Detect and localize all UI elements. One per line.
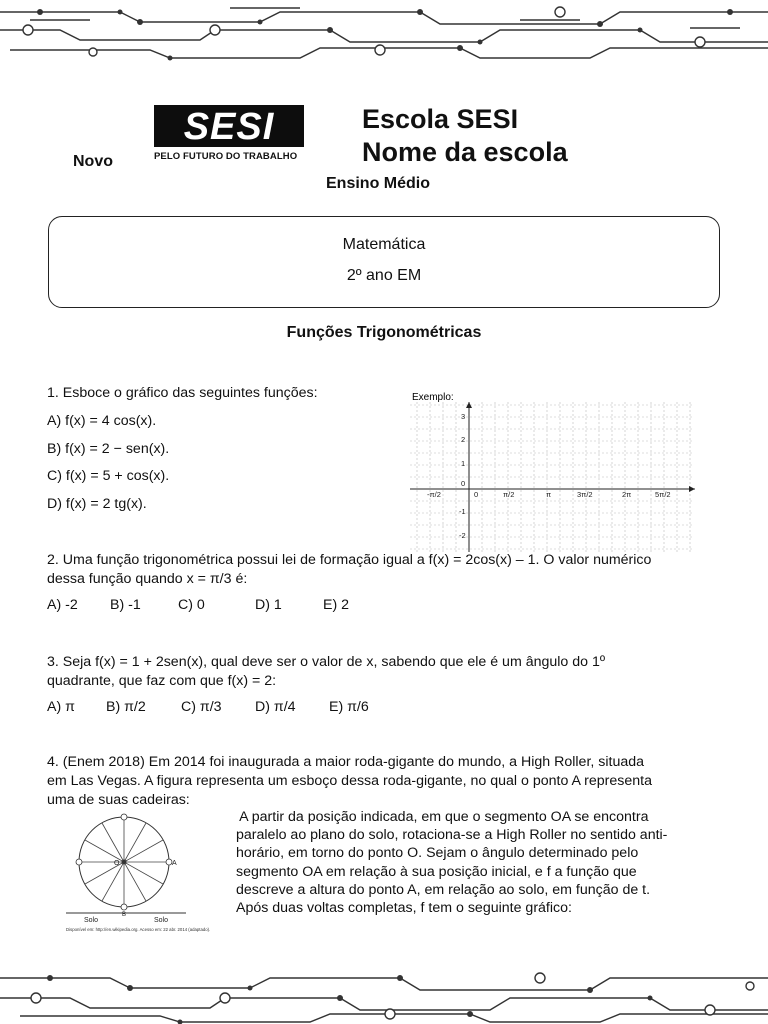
example-graph	[405, 392, 697, 552]
subject-label: Matemática	[342, 236, 426, 253]
q4-para-line: descreve a altura do ponto A, em relação ao solo, em função de t.	[236, 881, 651, 898]
q2-line1: 2. Uma função trigonométrica possui lei de formação igual a f(x) = 2cos(x) – 1. O valor numérico	[47, 552, 652, 568]
school-name-line2: Nome da escola	[362, 137, 568, 167]
q3-line1: 3. Seja f(x) = 1 + 2sen(x), qual deve ser o valor de x, sabendo que ele é um ângulo do 1º	[47, 654, 606, 670]
q4-para-line: paralelo ao plano do solo, rotaciona-se a High Roller no sentido anti-	[236, 827, 668, 844]
graph-label: Exemplo:	[412, 392, 454, 403]
logo-tagline: PELO FUTURO DO TRABALHO	[154, 151, 298, 162]
q4-para-line: segmento OA em relação à sua posição inicial, e f a função que	[236, 863, 637, 880]
q1-item-b: B) f(x) = 2 − sen(x).	[47, 441, 170, 457]
y-tick: 3	[461, 412, 466, 421]
course-info-box	[48, 216, 720, 308]
x-tick: 0	[474, 490, 479, 499]
x-tick: 3π/2	[577, 490, 593, 499]
q3-option-d: D) π/4	[255, 699, 296, 715]
q4-line2: em Las Vegas. A figura representa um esboço dessa roda-gigante, no qual o ponto A representa	[47, 773, 652, 789]
q4-para-line: Após duas voltas completas, f tem o seguinte gráfico:	[236, 900, 572, 917]
top-circuit-border	[0, 0, 768, 70]
logo-wordmark	[154, 105, 304, 147]
x-tick: 2π	[622, 490, 632, 499]
sesi-logo	[154, 105, 304, 163]
q1-item-a: A) f(x) = 4 cos(x).	[47, 413, 157, 429]
education-level: Ensino Médio	[326, 175, 430, 192]
q2-line2: dessa função quando x = π/3 é:	[47, 571, 248, 587]
x-tick: -π/2	[427, 490, 441, 499]
q3-option-c: C) π/3	[181, 699, 222, 715]
q3-option-a: A) π	[47, 699, 75, 715]
point-a-label: A	[172, 860, 177, 867]
y-tick: 2	[461, 435, 466, 444]
logo-word-text: SESI	[183, 106, 275, 148]
ferris-wheel-svg	[66, 812, 236, 940]
point-b-label: B	[122, 912, 127, 918]
q2-option-e: E) 2	[323, 597, 350, 613]
q2-option-d: D) 1	[255, 597, 282, 613]
q4-line1: 4. (Enem 2018) Em 2014 foi inaugurada a maior roda-gigante do mundo, a High Roller, situada	[47, 754, 645, 770]
q2-option-b: B) -1	[110, 597, 141, 613]
q4-paragraph	[236, 808, 726, 917]
q3-option-e: E) π/6	[329, 699, 369, 715]
page-title: Funções Trigonométricas	[286, 324, 482, 341]
figure-caption: Disponível em: http://en.wikipedia.org. Acesso em: 22 abr. 2014 (adaptado).	[66, 927, 211, 932]
q4-line3: uma de suas cadeiras:	[47, 792, 190, 808]
example-graph-svg	[405, 392, 697, 552]
x-tick: π	[546, 490, 552, 499]
q3-option-b: B) π/2	[106, 699, 146, 715]
q3-line2: quadrante, que faz com que f(x) = 2:	[47, 673, 277, 689]
q2-option-c: C) 0	[178, 597, 205, 613]
y-tick: 0	[461, 479, 466, 488]
ground-left-label: Solo	[84, 917, 99, 924]
ferris-wheel-figure	[66, 812, 236, 940]
grade-label: 2º ano EM	[346, 267, 422, 284]
q4-para-line: A partir da posição indicada, em que o segmento OA se encontra	[236, 809, 649, 825]
q1-prompt: 1. Esboce o gráfico das seguintes funções:	[47, 385, 318, 401]
q4-para-line: horário, em torno do ponto O. Sejam o ângulo determinado pelo	[236, 845, 639, 862]
q2-option-a: A) -2	[47, 597, 78, 613]
y-tick: 1	[461, 459, 466, 468]
x-tick: 5π/2	[655, 490, 671, 499]
point-o-label: O	[114, 860, 120, 867]
bottom-circuit-border	[0, 968, 768, 1024]
y-tick: -2	[459, 531, 466, 540]
q1-item-c: C) f(x) = 5 + cos(x).	[47, 468, 170, 484]
ground-right-label: Solo	[154, 917, 169, 924]
y-tick: -1	[459, 507, 466, 516]
x-tick: π/2	[503, 490, 515, 499]
novo-label: Novo	[73, 153, 113, 170]
q1-item-d: D) f(x) = 2 tg(x).	[47, 496, 147, 512]
school-name-line1: Escola SESI	[362, 104, 519, 134]
